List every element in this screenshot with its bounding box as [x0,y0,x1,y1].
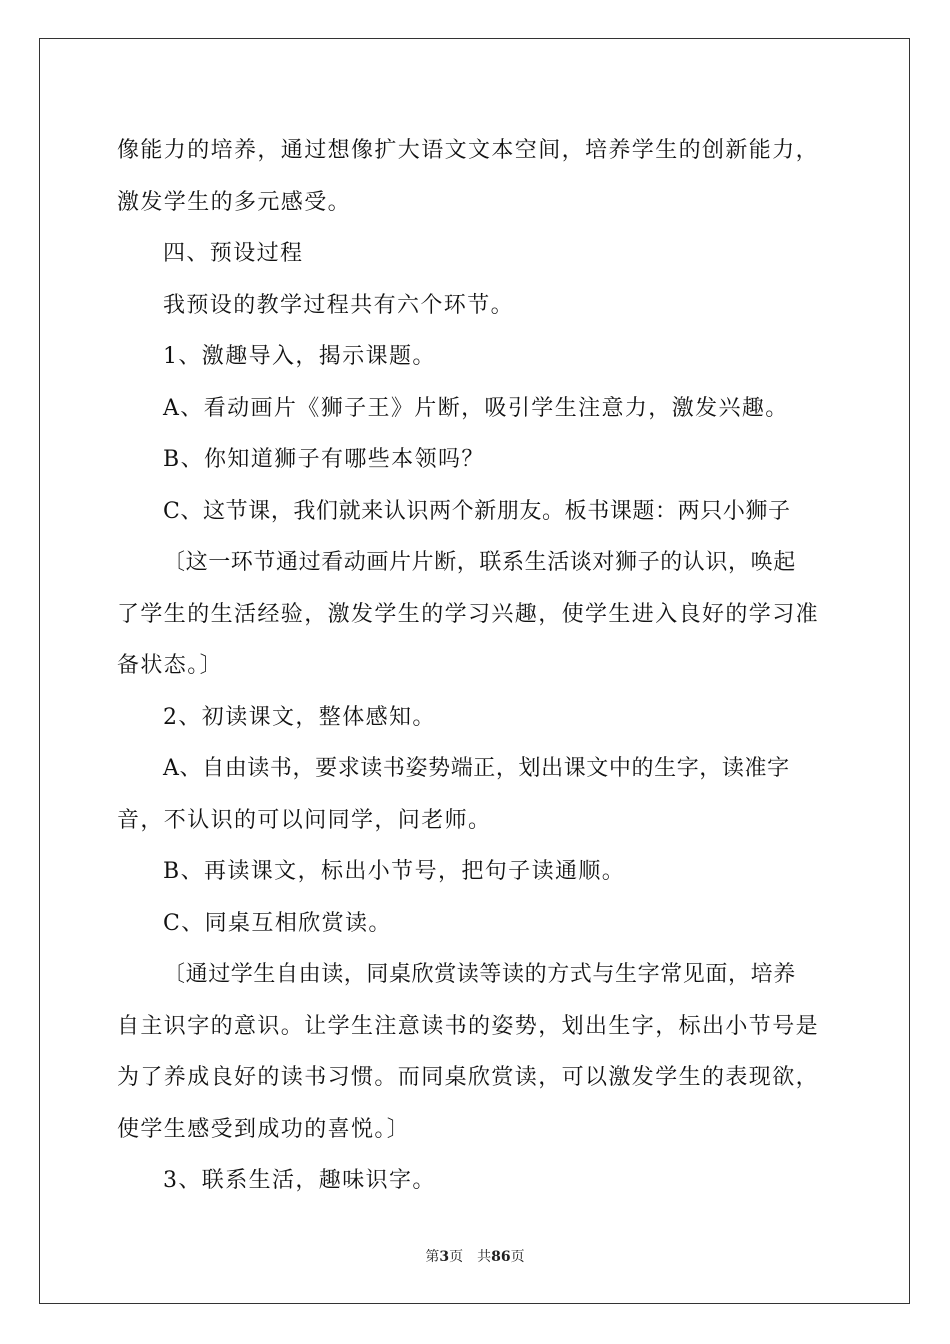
page-suffix: 页 [449,1249,464,1265]
body-line: C、同桌互相欣赏读。 [163,910,392,936]
step-heading: 3、联系生活，趣味识字。 [163,1168,436,1193]
page-number: 3 [439,1249,450,1265]
body-line: B、你知道狮子有哪些本领吗？ [163,447,485,472]
body-line: 为了养成良好的读书习惯。而同桌欣赏读，可以激发学生的表现欲， [117,1065,820,1090]
step-heading: 1、激趣导入，揭示课题。 [163,344,436,369]
total-prefix: 共 [477,1249,492,1265]
body-line: 使学生感受到成功的喜悦。〕 [117,1116,411,1142]
page-footer [0,1246,950,1266]
body-line: 备状态。〕 [117,653,224,678]
body-line: 音，不认识的可以问同学，问老师。 [117,807,492,833]
body-line: A、看动画片《狮子王》片断，吸引学生注意力，激发兴趣。 [163,395,789,421]
body-line: C、这节课，我们就来认识两个新朋友。板书课题：两只小狮子 [163,498,791,524]
step-heading: 2、初读课文，整体感知。 [163,704,436,730]
body-line: 了学生的生活经验，激发学生的学习兴趣，使学生进入良好的学习准 [117,601,820,627]
section-heading: 四、预设过程 [163,241,304,266]
body-line: 〔这一环节通过看动画片片断，联系生活谈对狮子的认识，唤起 [163,550,796,575]
body-line: 像能力的培养，通过想像扩大语文文本空间，培养学生的创新能力， [117,138,820,163]
total-suffix: 页 [510,1249,525,1265]
page-prefix: 第 [425,1249,440,1265]
body-line: 激发学生的多元感受。 [117,189,352,215]
body-line: A、自由读书，要求读书姿势端正，划出课文中的生字，读准字 [163,756,790,781]
body-line: 我预设的教学过程共有六个环节。 [163,292,515,318]
body-line: 〔通过学生自由读，同桌欣赏读等读的方式与生字常见面，培养 [163,962,796,987]
body-line: 自主识字的意识。让学生注意读书的姿势，划出生字，标出小节号是 [117,1013,820,1039]
body-line: B、再读课文，标出小节号，把句子读通顺。 [163,859,626,884]
document-body [117,125,837,1207]
total-pages: 86 [491,1249,511,1265]
